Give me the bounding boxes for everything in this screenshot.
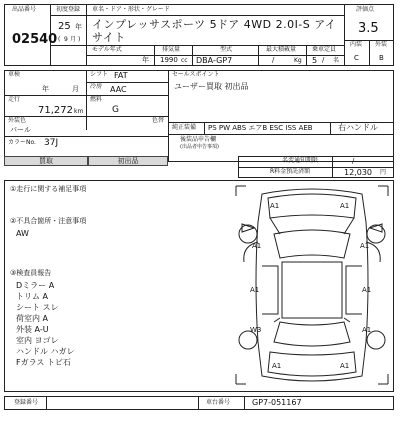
inspector-line: トリム A xyxy=(16,292,49,301)
color-label: 外装色 xyxy=(8,117,27,124)
chassis-label: 車台番号 xyxy=(206,399,231,406)
damage-mark: W3 xyxy=(250,326,262,334)
divider xyxy=(369,40,370,66)
divider xyxy=(344,4,345,66)
mileage-label: 走行 xyxy=(8,96,21,103)
first-reg-month: 9 xyxy=(64,36,68,43)
divider xyxy=(258,45,259,66)
divider xyxy=(4,136,168,137)
interior-grade: C xyxy=(354,54,359,62)
damage-mark: A1 xyxy=(362,326,372,334)
color-change-label: 色替 xyxy=(152,117,165,124)
mileage-value: 71,272 xyxy=(38,105,73,116)
exterior-label: 外装 xyxy=(375,41,388,48)
divider xyxy=(168,134,394,135)
sales-point-value: ユーザー買取 初出品 xyxy=(174,82,249,91)
footer-frame xyxy=(4,396,394,410)
color-no-value: 37J xyxy=(44,138,59,148)
damage-mark: A1 xyxy=(252,242,262,250)
inspector-line: 荷室内 A xyxy=(16,314,49,323)
extra-label: 後装品申告欄 xyxy=(180,136,217,143)
model-name: インプレッサスポーツ 5ドア 4WD 2.0I-S アイサイト xyxy=(92,18,337,44)
inspector-line: ハンドル ハガレ xyxy=(16,347,75,356)
load-label: 最大積載量 xyxy=(266,46,297,53)
car-damage-diagram xyxy=(232,182,392,388)
capacity-unit: 名 xyxy=(333,57,340,64)
note-item1-title: ①走行に関する補足事項 xyxy=(10,185,87,193)
divider xyxy=(168,70,169,162)
divider xyxy=(46,396,47,410)
first-reg-year-unit: 年 xyxy=(75,23,82,31)
displacement-label: 排気量 xyxy=(162,46,181,53)
first-listing-button[interactable]: 初出品 xyxy=(88,156,168,166)
first-reg-year: 25 xyxy=(58,21,71,32)
inspector-line: 外装 A-U xyxy=(16,325,49,334)
inspection-year-unit: 年 xyxy=(42,85,49,93)
buy-button[interactable]: 買取 xyxy=(4,156,88,166)
aircon-value: AAC xyxy=(110,85,127,94)
divider xyxy=(332,156,333,178)
note-item2-title: ②不具合箇所・注意事項 xyxy=(10,217,87,225)
load-unit: Kg xyxy=(294,57,302,64)
first-reg-label: 初度登録 xyxy=(56,6,81,13)
model-code-label: モデル年式 xyxy=(92,46,122,53)
damage-mark: A1 xyxy=(270,202,280,210)
inspection-month-unit: 月 xyxy=(72,85,79,93)
displacement-unit: cc xyxy=(181,57,188,64)
damage-mark: A1 xyxy=(250,286,260,294)
fuel-label: 燃料 xyxy=(90,96,103,103)
color-no-label: カラーNo. xyxy=(8,139,36,146)
note-item2-value: AW xyxy=(16,229,29,238)
displacement-value: 1990 xyxy=(160,56,178,64)
score-value: 3.5 xyxy=(358,21,379,36)
steering-value: 右ハンドル xyxy=(338,123,378,132)
reg-label: 登録番号 xyxy=(14,399,39,406)
genuine-label: 純正装備 xyxy=(172,124,197,131)
recycle-value: 12,030 xyxy=(344,168,372,177)
shift-label: シフト xyxy=(90,71,109,78)
capacity-label: 乗車定員 xyxy=(312,46,337,53)
interior-label: 内装 xyxy=(350,41,363,48)
chassis-value: GP7-051167 xyxy=(252,398,302,407)
inspector-line: 室内 ヨゴレ xyxy=(16,336,59,345)
aircon-label: 冷房 xyxy=(90,83,103,90)
divider xyxy=(204,122,205,134)
capacity-value: 5 xyxy=(312,56,318,65)
capacity-separator: / xyxy=(322,56,325,64)
damage-mark: A1 xyxy=(340,362,350,370)
damage-mark: A1 xyxy=(360,242,370,250)
divider xyxy=(330,122,331,134)
note-item3-title: ③検査員報告 xyxy=(10,269,52,277)
fuel-value: G xyxy=(112,105,119,115)
score-label: 評価点 xyxy=(356,6,375,13)
model-type-value: DBA-GP7 xyxy=(196,56,233,65)
divider xyxy=(86,70,87,130)
equipment-list: PS PW ABS エアB ESC ISS AEB xyxy=(208,124,313,132)
damage-mark: A1 xyxy=(362,286,372,294)
divider xyxy=(50,15,344,16)
shift-value: FAT xyxy=(114,71,128,80)
type-label: 型式 xyxy=(220,46,233,53)
inspection-label: 車検 xyxy=(8,71,21,78)
sales-point-label: セールスポイント xyxy=(172,71,220,78)
divider xyxy=(244,396,245,410)
first-reg-month-unit: 月 xyxy=(70,36,77,43)
divider xyxy=(86,4,87,66)
divider xyxy=(192,45,193,66)
lot-number: 02540 xyxy=(12,32,58,47)
model-year-unit: 年 xyxy=(142,56,149,64)
divider xyxy=(198,396,199,410)
exterior-grade: B xyxy=(379,54,384,62)
inspector-line: シート スレ xyxy=(16,303,59,312)
recycle-label: R料金預託済額 xyxy=(270,168,311,175)
divider xyxy=(4,95,168,96)
divider xyxy=(306,45,307,66)
load-separator: / xyxy=(272,56,275,64)
color-value: パール xyxy=(10,126,31,134)
inspector-line: Fガラス トビ石 xyxy=(16,358,71,367)
recycle-unit: 円 xyxy=(380,169,387,176)
divider xyxy=(154,45,155,66)
inspector-line: Dミラー A xyxy=(16,281,55,290)
damage-mark: A1 xyxy=(272,362,282,370)
extra-note: (出品者申告事項) xyxy=(180,144,219,150)
damage-mark: A1 xyxy=(340,202,350,210)
model-label: 車名・ドア・形状・グレード xyxy=(92,6,170,13)
deadline-label: 名変通知期限 xyxy=(282,157,319,164)
first-reg-month-close: ) xyxy=(78,36,81,43)
mileage-unit: km xyxy=(74,108,84,115)
divider xyxy=(4,116,168,117)
first-reg-month-open: ( xyxy=(58,36,61,43)
lot-label: 出品番号 xyxy=(12,6,37,13)
deadline-separator: / xyxy=(352,157,355,165)
